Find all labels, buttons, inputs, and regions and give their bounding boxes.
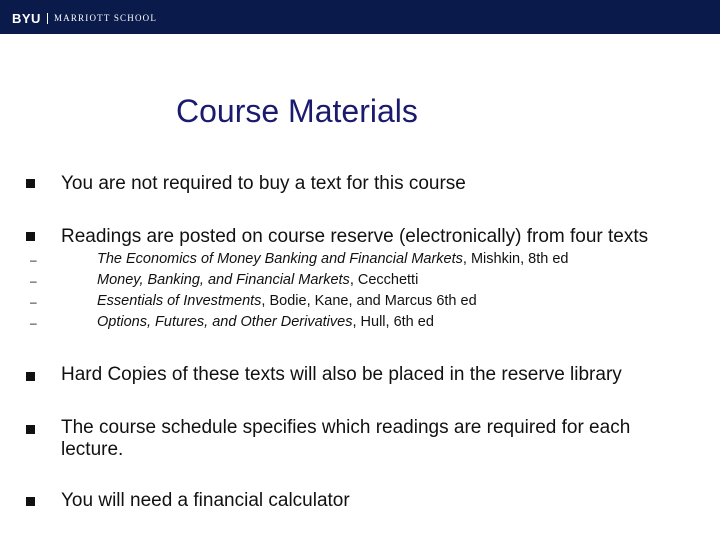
bullet-text: You will need a financial calculator [61,490,350,511]
byu-marriott-logo [12,11,157,25]
bullet-square-icon [26,232,35,241]
sub-bullet-text [97,312,707,332]
sub-bullet-dash: – [30,253,37,267]
bullet-square-icon [26,497,35,506]
sub-bullet-dash: – [30,316,37,330]
book-details: , Bodie, Kane, and Marcus 6th ed [261,293,477,309]
logo-school-text: MARRIOTT SCHOOL [53,13,158,23]
book-details: , Mishkin, 8th ed [462,251,569,267]
book-details: , Cecchetti [349,272,419,288]
header-bar [0,0,720,34]
book-title: The Economics of Money Banking and Financial Markets [97,251,463,267]
slide-title: Course Materials [176,93,418,129]
logo-separator [47,13,48,24]
bullet-text: Readings are posted on course reserve (electronically) from four texts [61,226,649,247]
sub-bullet-dash: – [30,274,37,288]
book-title: Money, Banking, and Financial Markets [97,272,350,288]
book-title: Options, Futures, and Other Derivatives [97,314,353,330]
bullet-square-icon [26,372,35,381]
sub-bullet-text [97,270,707,290]
bullet-square-icon [26,425,35,434]
bullet-square-icon [26,179,35,188]
sub-bullet-text [97,249,707,269]
sub-bullet-text [97,291,707,311]
bullet-text: Hard Copies of these texts will also be placed in the reserve library [61,364,622,385]
book-title: Essentials of Investments [97,293,262,309]
logo-byu-text: BYU [12,10,41,26]
book-details: , Hull, 6th ed [352,314,434,330]
sub-bullet-dash: – [30,295,37,309]
bullet-text: The course schedule specifies which readings are required for each lecture. [61,417,631,460]
bullet-text: You are not required to buy a text for this course [61,173,466,194]
